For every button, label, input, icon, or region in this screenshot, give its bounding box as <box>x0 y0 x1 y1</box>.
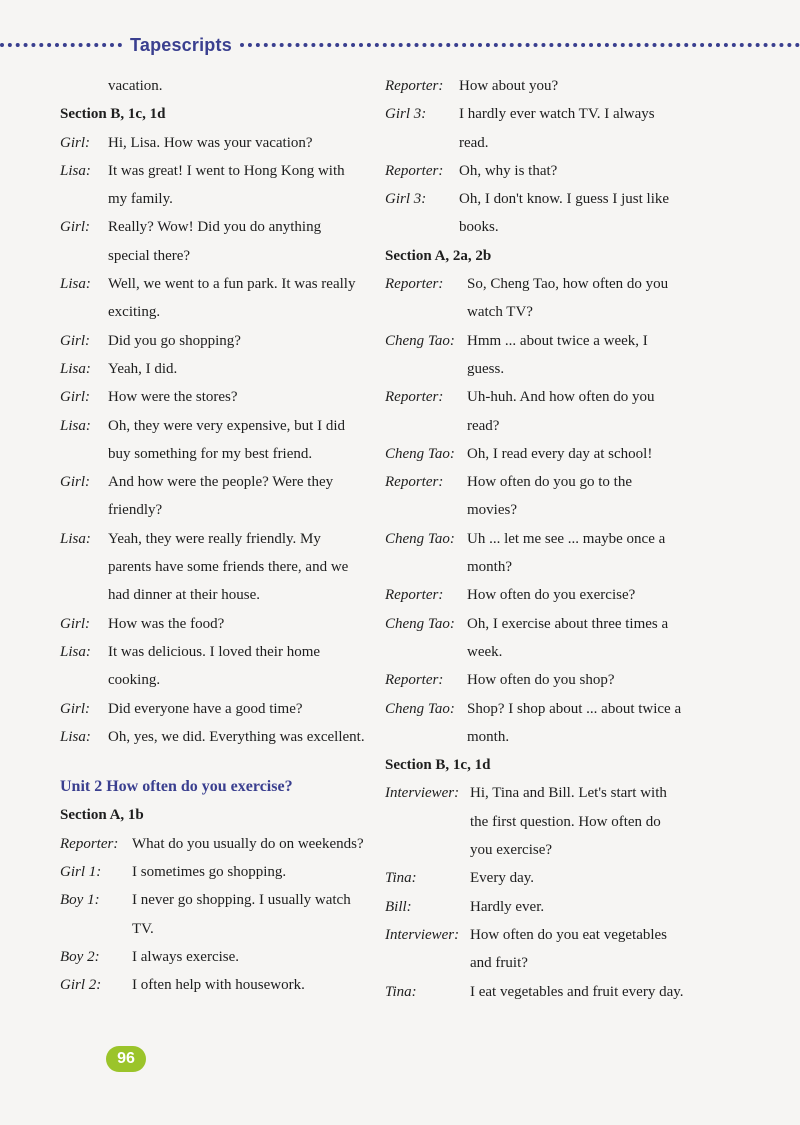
speaker-name: Bill: <box>385 898 412 915</box>
speaker-name: Lisa: <box>60 417 91 434</box>
dialogue-text: Shop? I shop about ... about twice a month. <box>467 700 682 745</box>
dialogue-line <box>385 157 685 185</box>
dialogue-list <box>385 779 685 1005</box>
dialogue-line <box>60 468 365 525</box>
dialogue-text: I never go shopping. I usually watch TV. <box>132 892 351 937</box>
dialogue-line <box>60 723 365 751</box>
speaker-name: Interviewer: <box>385 785 460 802</box>
speaker-name: Girl: <box>60 474 90 491</box>
right-column <box>385 72 685 1006</box>
dialogue-line <box>60 858 365 886</box>
speaker-name: Girl 1: <box>60 864 102 881</box>
dialogue-text: How were the stores? <box>108 389 238 406</box>
dialogue-line <box>385 440 685 468</box>
dialogue-text: I often help with housework. <box>132 977 305 994</box>
dialogue-text: Oh, I read every day at school! <box>467 445 653 462</box>
tapescripts-header <box>0 30 800 60</box>
speaker-name: Lisa: <box>60 162 91 179</box>
page-number-badge: 96 <box>106 1046 146 1072</box>
dialogue-text: I eat vegetables and fruit every day. <box>470 983 684 1000</box>
dialogue-text: Uh-huh. And how often do you read? <box>467 389 655 434</box>
section-title: Section A, 2a, 2b <box>385 247 492 264</box>
continuation-text: vacation. <box>108 78 163 94</box>
speaker-name: Girl: <box>60 332 90 349</box>
dialogue-line <box>60 830 365 858</box>
dialogue-line <box>60 525 365 610</box>
section-title: Section B, 1c, 1d <box>385 757 491 774</box>
speaker-name: Girl 2: <box>60 977 102 994</box>
dialogue-line <box>385 270 685 327</box>
dialogue-text: Every day. <box>470 870 534 887</box>
dialogue-line <box>60 638 365 695</box>
header-dots-left <box>0 43 122 47</box>
speaker-name: Cheng Tao: <box>385 530 455 547</box>
dialogue-text: I sometimes go shopping. <box>132 864 287 881</box>
dialogue-text: How often do you eat vegetables and fruit? <box>470 926 668 972</box>
dialogue-text: Oh, I exercise about three times a week. <box>467 615 669 660</box>
dialogue-line <box>60 971 365 999</box>
speaker-name: Interviewer: <box>385 926 460 943</box>
dialogue-text: Hmm ... about twice a week, I guess. <box>467 332 648 377</box>
speaker-name: Lisa: <box>60 360 91 377</box>
dialogue-line <box>385 581 685 609</box>
dialogue-text: Oh, they were very expensive, but I did buy something for my best friend. <box>108 417 346 462</box>
speaker-name: Girl 3: <box>385 106 427 123</box>
dialogue-text: What do you usually do on weekends? <box>132 835 364 852</box>
dialogue-line <box>385 525 685 582</box>
dialogue-text: Well, we went to a fun park. It was really exciting. <box>108 276 356 321</box>
dialogue-line <box>385 72 685 100</box>
speaker-name: Reporter: <box>60 835 119 852</box>
speaker-name: Cheng Tao: <box>385 445 455 462</box>
dialogue-text: It was delicious. I loved their home cooking. <box>108 643 321 689</box>
dialogue-line <box>60 383 365 411</box>
speaker-name: Girl 3: <box>385 191 427 208</box>
dialogue-line <box>385 666 685 694</box>
dialogue-text: Uh ... let me see ... maybe once a month? <box>467 530 666 576</box>
dialogue-text: How was the food? <box>108 615 225 632</box>
speaker-name: Reporter: <box>385 474 444 491</box>
unit-title: Unit 2 How often do you exercise? <box>60 778 293 796</box>
speaker-name: Cheng Tao: <box>385 615 455 632</box>
speaker-name: Reporter: <box>385 672 444 689</box>
dialogue-line <box>60 943 365 971</box>
dialogue-line <box>385 893 685 921</box>
header-title: Tapescripts <box>130 34 232 55</box>
speaker-name: Cheng Tao: <box>385 332 455 349</box>
speaker-name: Girl: <box>60 700 90 717</box>
dialogue-text: So, Cheng Tao, how often do you watch TV? <box>467 276 669 321</box>
dialogue-line <box>60 355 365 383</box>
section-title: Section B, 1c, 1d <box>60 106 166 123</box>
left-column <box>60 72 365 1000</box>
speaker-name: Tina: <box>385 983 417 1000</box>
dialogue-text: I hardly ever watch TV. I always read. <box>459 106 655 151</box>
dialogue-list <box>385 72 685 242</box>
dialogue-list <box>60 830 365 1000</box>
dialogue-line <box>385 610 685 667</box>
dialogue-line <box>385 695 685 752</box>
dialogue-text: Oh, why is that? <box>459 162 558 179</box>
dialogue-text: How often do you shop? <box>467 672 615 689</box>
speaker-name: Girl: <box>60 389 90 406</box>
speaker-name: Girl: <box>60 134 90 151</box>
dialogue-line <box>60 129 365 157</box>
dialogue-line <box>60 412 365 469</box>
speaker-name: Boy 2: <box>60 948 100 965</box>
dialogue-text: And how were the people? Were they friendly? <box>108 474 334 519</box>
dialogue-text: How about you? <box>459 78 559 94</box>
dialogue-text: How often do you go to the movies? <box>467 474 632 519</box>
dialogue-text: Did everyone have a good time? <box>108 700 303 717</box>
dialogue-line <box>60 157 365 214</box>
dialogue-text: Hi, Tina and Bill. Let's start with the first question. How often do you exercise? <box>470 785 667 859</box>
dialogue-text: I always exercise. <box>132 948 240 965</box>
dialogue-text: Did you go shopping? <box>108 332 241 349</box>
dialogue-line <box>60 270 365 327</box>
dialogue-line <box>385 100 685 157</box>
dialogue-text: It was great! I went to Hong Kong with my family. <box>108 162 345 208</box>
speaker-name: Reporter: <box>385 389 444 406</box>
dialogue-text: Hi, Lisa. How was your vacation? <box>108 134 313 151</box>
speaker-name: Reporter: <box>385 78 444 94</box>
dialogue-text: Oh, yes, we did. Everything was excellent. <box>108 728 365 745</box>
dialogue-line <box>385 383 685 440</box>
speaker-name: Lisa: <box>60 728 91 745</box>
speaker-name: Tina: <box>385 870 417 887</box>
speaker-name: Lisa: <box>60 643 91 660</box>
dialogue-list <box>60 129 365 752</box>
dialogue-line <box>60 213 365 270</box>
dialogue-line <box>60 610 365 638</box>
dialogue-line <box>385 779 685 864</box>
dialogue-text: How often do you exercise? <box>467 587 636 604</box>
speaker-name: Reporter: <box>385 587 444 604</box>
dialogue-text: Oh, I don't know. I guess I just like books. <box>459 191 670 236</box>
speaker-name: Girl: <box>60 615 90 632</box>
dialogue-line <box>385 864 685 892</box>
dialogue-text: Yeah, they were really friendly. My parents have some friends there, and we had dinner at their house. <box>108 530 349 604</box>
speaker-name: Reporter: <box>385 162 444 179</box>
dialogue-text: Hardly ever. <box>470 898 545 915</box>
dialogue-line <box>385 978 685 1006</box>
speaker-name: Cheng Tao: <box>385 700 455 717</box>
dialogue-line <box>385 921 685 978</box>
dialogue-text: Really? Wow! Did you do anything special there? <box>108 219 322 264</box>
dialogue-line <box>60 886 365 943</box>
dialogue-line <box>385 185 685 242</box>
dialogue-list <box>385 270 685 751</box>
speaker-name: Boy 1: <box>60 892 100 909</box>
speaker-name: Lisa: <box>60 276 91 293</box>
speaker-name: Reporter: <box>385 276 444 293</box>
speaker-name: Lisa: <box>60 530 91 547</box>
dialogue-text: Yeah, I did. <box>108 360 178 377</box>
section-title: Section A, 1b <box>60 807 144 824</box>
header-dots-right <box>240 43 800 47</box>
speaker-name: Girl: <box>60 219 90 236</box>
dialogue-line <box>385 468 685 525</box>
dialogue-line <box>60 695 365 723</box>
dialogue-line <box>60 327 365 355</box>
dialogue-line <box>385 327 685 384</box>
